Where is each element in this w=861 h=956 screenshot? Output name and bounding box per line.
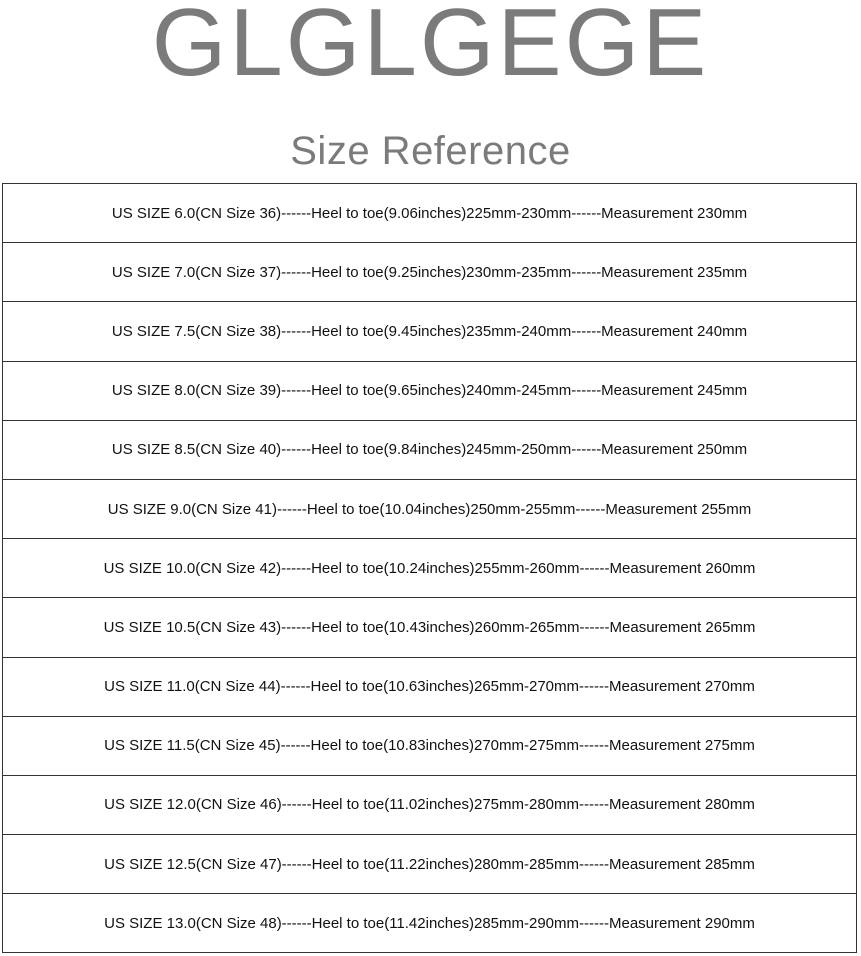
size-row-text: US SIZE 11.0(CN Size 44)------Heel to toe(10.63inches)265mm-270mm------Measurement 270mm xyxy=(104,678,755,696)
table-row xyxy=(3,302,856,361)
page-title: Size Reference xyxy=(290,129,571,173)
table-row xyxy=(3,717,856,776)
size-row-text: US SIZE 6.0(CN Size 36)------Heel to toe(9.06inches)225mm-230mm------Measurement 230mm xyxy=(111,204,748,222)
size-row-text: US SIZE 8.0(CN Size 39)------Heel to toe(9.65inches)240mm-245mm------Measurement 245mm xyxy=(111,382,748,400)
table-row xyxy=(3,539,856,598)
size-row-text: US SIZE 12.0(CN Size 46)------Heel to toe(11.02inches)275mm-280mm------Measurement 280mm xyxy=(104,796,755,814)
size-row-text: US SIZE 7.0(CN Size 37)------Heel to toe(9.25inches)230mm-235mm------Measurement 235mm xyxy=(111,263,748,281)
table-row xyxy=(3,658,856,717)
size-row-text: US SIZE 12.5(CN Size 47)------Heel to toe(11.22inches)280mm-285mm------Measurement 285mm xyxy=(104,855,755,873)
size-reference-table xyxy=(2,183,857,953)
table-row xyxy=(3,776,856,835)
table-row xyxy=(3,894,856,953)
size-row-text: US SIZE 13.0(CN Size 48)------Heel to toe(11.42inches)285mm-290mm------Measurement 290mm xyxy=(104,914,755,932)
size-row-text: US SIZE 7.5(CN Size 38)------Heel to toe(9.45inches)235mm-240mm------Measurement 240mm xyxy=(111,322,748,340)
size-row-text: US SIZE 10.5(CN Size 43)------Heel to toe(10.43inches)260mm-265mm------Measurement 265mm xyxy=(103,618,756,636)
size-row-text: US SIZE 8.5(CN Size 40)------Heel to toe(9.84inches)245mm-250mm------Measurement 250mm xyxy=(111,441,748,459)
table-row xyxy=(3,598,856,657)
size-row-text: US SIZE 10.0(CN Size 42)------Heel to toe(10.24inches)255mm-260mm------Measurement 260mm xyxy=(103,559,756,577)
size-row-text: US SIZE 11.5(CN Size 45)------Heel to toe(10.83inches)270mm-275mm------Measurement 275mm xyxy=(104,737,755,755)
table-row xyxy=(3,243,856,302)
brand-title: GLGLGEGE xyxy=(151,0,710,92)
size-row-text: US SIZE 9.0(CN Size 41)------Heel to toe(10.04inches)250mm-255mm------Measurement 255mm xyxy=(107,500,752,518)
table-row xyxy=(3,835,856,894)
table-row xyxy=(3,184,856,243)
table-row xyxy=(3,480,856,539)
table-row xyxy=(3,362,856,421)
table-row xyxy=(3,421,856,480)
